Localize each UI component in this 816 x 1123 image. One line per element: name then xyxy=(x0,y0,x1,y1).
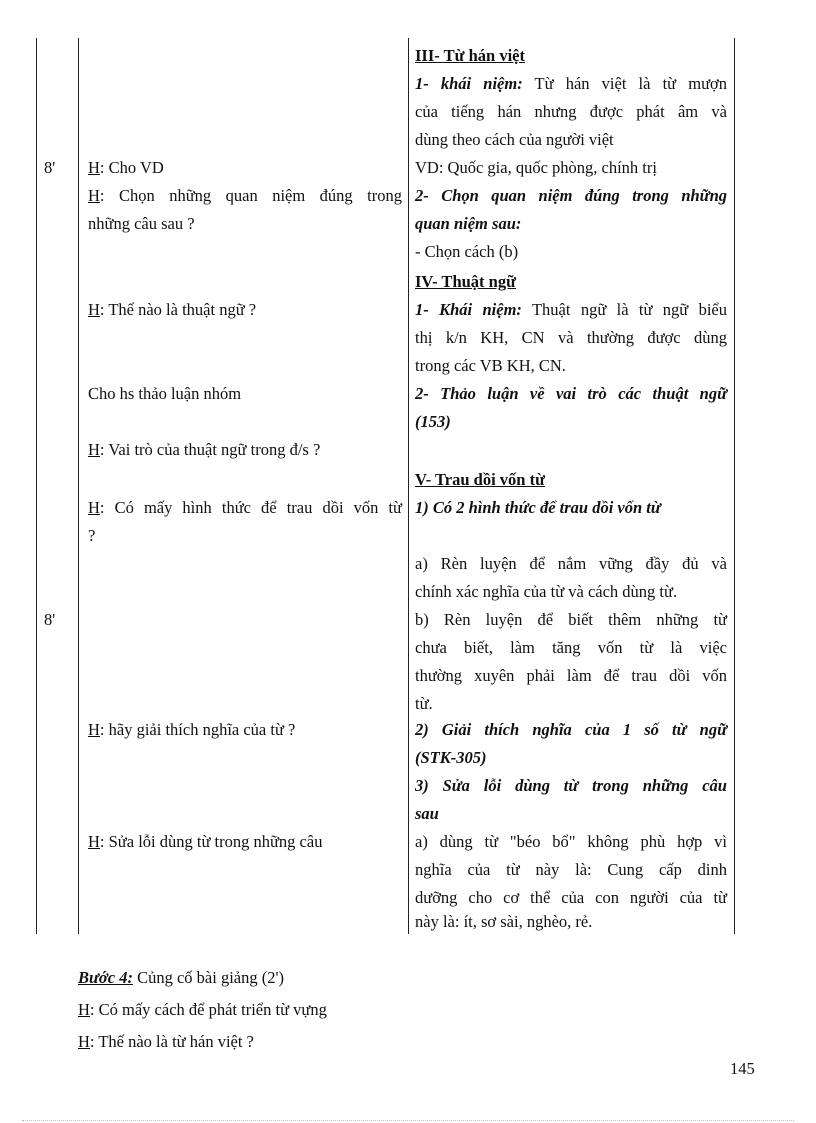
han-viet-definition: 1- khái niệm: Từ hán việt là từ mượn xyxy=(415,74,727,93)
question-trau-doi: H: Có mấy hình thức để trau dồi vốn từ xyxy=(88,498,402,517)
trau-doi-item-1: 1) Có 2 hình thức để trau dồi vốn từ xyxy=(415,498,661,517)
thuat-ngu-definition: 1- Khái niệm: Thuật ngữ là từ ngữ biểu xyxy=(415,300,727,319)
question-giai-thich: H: hãy giải thích nghĩa của từ ? xyxy=(88,720,296,739)
question-chon-quan-niem-cont: những câu sau ? xyxy=(88,214,195,233)
bottom-divider xyxy=(22,1120,794,1121)
question-chon-quan-niem: H: Chọn những quan niệm đúng trong xyxy=(88,186,402,205)
time-mark: 8' xyxy=(44,610,56,629)
question-sua-loi: H: Sửa lỗi dùng từ trong những câu xyxy=(88,832,323,851)
sua-loi-a: a) dùng từ "béo bổ" không phù hợp vì xyxy=(415,832,727,851)
text-line: (153) xyxy=(415,412,451,431)
text-line: (STK-305) xyxy=(415,748,487,767)
trau-doi-b: b) Rèn luyện để biết thêm những từ xyxy=(415,610,727,629)
time-mark: 8' xyxy=(44,158,56,177)
text-line: thị k/n KH, CN và thường được dùng xyxy=(415,328,727,347)
trau-doi-item-3: 3) Sửa lỗi dùng từ trong những câu xyxy=(415,776,727,795)
step-4-heading: Bước 4: Củng cố bài giảng (2') xyxy=(78,968,284,987)
page-number: 145 xyxy=(730,1059,755,1078)
text-line: của tiếng hán nhưng được phát âm và xyxy=(415,102,727,121)
text-line: chính xác nghĩa của từ và cách dùng từ. xyxy=(415,582,678,601)
text-line: này là: ít, sơ sài, nghèo, rẻ. xyxy=(415,912,593,931)
question-vai-tro: H: Vai trò của thuật ngữ trong đ/s ? xyxy=(88,440,321,459)
text-line: trong các VB KH, CN. xyxy=(415,356,566,375)
section-title-han-viet: III- Từ hán việt xyxy=(415,46,525,65)
table-border-col1 xyxy=(78,38,79,934)
instruction-thao-luan: Cho hs thảo luận nhóm xyxy=(88,384,242,403)
table-border-right xyxy=(734,38,735,934)
text-line: chưa biết, làm tăng vốn từ là việc xyxy=(415,638,727,657)
text-line: nghĩa của từ này là: Cung cấp dinh xyxy=(415,860,727,879)
section-title-thuat-ngu: IV- Thuật ngữ xyxy=(415,272,516,291)
question-cho-vd: H: Cho VD xyxy=(88,158,164,177)
table-border-col2 xyxy=(408,38,409,934)
section-title-trau-doi: V- Trau dồi vốn từ xyxy=(415,470,546,489)
thuat-ngu-item-2: 2- Thảo luận về vai trò các thuật ngữ xyxy=(415,384,727,403)
table-border-left xyxy=(36,38,37,934)
han-viet-item-2: 2- Chọn quan niệm đúng trong những xyxy=(415,186,727,205)
trau-doi-a: a) Rèn luyện để nắm vững đầy đủ và xyxy=(415,554,727,573)
text-line: dưỡng cho cơ thể của con người của từ xyxy=(415,888,727,907)
question-thuat-ngu: H: Thế nào là thuật ngữ ? xyxy=(88,300,257,319)
text-line: từ. xyxy=(415,694,433,713)
han-viet-answer: - Chọn cách (b) xyxy=(415,242,519,261)
footer-question: H: Có mấy cách để phát triển từ vựng xyxy=(78,1000,327,1019)
text-line: dùng theo cách của người việt xyxy=(415,130,614,149)
question-trau-doi-cont: ? xyxy=(88,526,96,545)
text-line: quan niệm sau: xyxy=(415,214,522,233)
trau-doi-item-2: 2) Giải thích nghĩa của 1 số từ ngữ xyxy=(415,720,727,739)
han-viet-example: VD: Quốc gia, quốc phòng, chính trị xyxy=(415,158,657,177)
footer-question: H: Thế nào là từ hán việt ? xyxy=(78,1032,254,1051)
text-line: sau xyxy=(415,804,439,823)
text-line: thường xuyên phải làm để trau dồi vốn xyxy=(415,666,727,685)
